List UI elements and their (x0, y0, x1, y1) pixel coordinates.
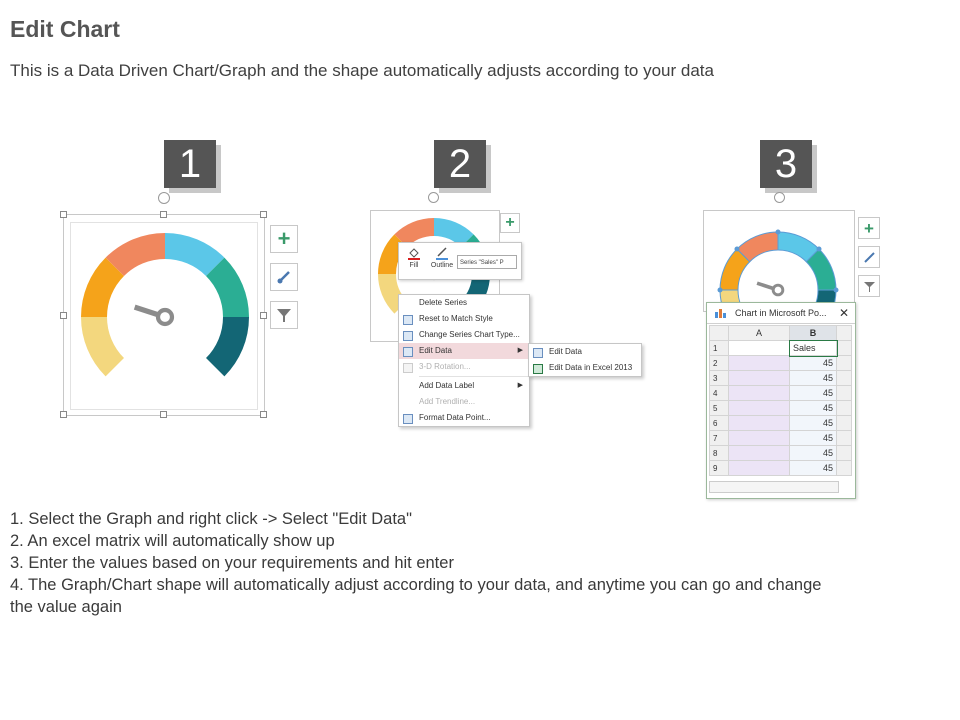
context-menu (398, 294, 530, 427)
selection-point[interactable] (817, 246, 822, 251)
table-row (710, 341, 852, 356)
menu-item-add-trendline: Add Trendline... (419, 397, 476, 406)
column-header[interactable]: B (790, 326, 837, 341)
gauge-svg (70, 222, 260, 412)
row-number[interactable]: 3 (710, 371, 729, 386)
pencil-icon (435, 246, 449, 260)
edit-data-submenu (528, 343, 642, 377)
resize-handle[interactable] (60, 211, 67, 218)
row-number[interactable]: 4 (710, 386, 729, 401)
resize-handle[interactable] (160, 411, 167, 418)
submenu-item-edit-in-excel[interactable]: Edit Data in Excel 2013 (529, 360, 641, 376)
scrollbar-track[interactable] (837, 356, 852, 371)
step-badge-2: 2 (434, 140, 486, 188)
mini-toolbar (398, 242, 522, 280)
chart-styles-button[interactable] (270, 263, 298, 291)
cell-a[interactable] (729, 461, 790, 476)
step-badge-3: 3 (760, 140, 812, 188)
cell-b[interactable]: 45 (790, 416, 837, 431)
chart-filters-button[interactable] (858, 275, 880, 297)
instruction-line: 1. Select the Graph and right click -> Select "Edit Data" (10, 510, 412, 528)
column-header[interactable]: A (729, 326, 790, 341)
rotate-handle-icon[interactable] (428, 192, 439, 203)
filter-icon (276, 307, 292, 323)
submenu-arrow-icon: ▶ (517, 347, 523, 354)
chart-elements-button[interactable] (500, 213, 520, 233)
excel-title-bar (707, 303, 855, 324)
row-number[interactable]: 7 (710, 431, 729, 446)
table-row (710, 371, 852, 386)
table-row (710, 446, 852, 461)
table-row (710, 356, 852, 371)
chart-filters-button[interactable] (270, 301, 298, 329)
outline-button[interactable] (429, 246, 455, 269)
row-number[interactable]: 2 (710, 356, 729, 371)
selection-point[interactable] (776, 230, 781, 235)
chart-styles-button[interactable] (858, 246, 880, 268)
resize-handle[interactable] (260, 411, 267, 418)
scrollbar-track[interactable] (837, 401, 852, 416)
menu-item-change-chart-type[interactable]: Change Series Chart Type... (399, 327, 529, 343)
menu-item-delete-series[interactable]: Delete Series (419, 298, 468, 307)
gauge-segment[interactable] (81, 317, 124, 376)
paint-bucket-icon (407, 246, 421, 260)
table-row (710, 386, 852, 401)
corner-cell (710, 326, 729, 341)
close-icon[interactable]: ✕ (838, 306, 849, 320)
fill-label: Fill (409, 262, 419, 269)
resize-handle[interactable] (60, 411, 67, 418)
cell-b[interactable]: 45 (790, 401, 837, 416)
resize-handle[interactable] (60, 312, 67, 319)
cell-a[interactable] (729, 431, 790, 446)
reset-icon (403, 315, 413, 325)
rotate-handle-icon[interactable] (774, 192, 785, 203)
row-number[interactable]: 1 (710, 341, 729, 356)
instruction-line: the value again (10, 598, 122, 616)
instruction-line: 3. Enter the values based on your requirements and hit enter (10, 554, 454, 572)
format-icon (403, 414, 413, 424)
menu-item-edit-data[interactable]: Edit Data ▶ (399, 343, 529, 359)
excel-title: Chart in Microsoft Po... (735, 308, 827, 318)
plus-icon: + (505, 214, 515, 231)
gauge-hub (158, 310, 172, 324)
menu-item-3d-rotation: 3-D Rotation... (399, 359, 529, 375)
chart-elements-button[interactable] (858, 217, 880, 239)
plus-icon: + (864, 218, 874, 238)
outline-label: Outline (430, 262, 454, 269)
rotate-handle-icon[interactable] (158, 192, 170, 204)
edit-data-icon (403, 347, 413, 357)
table-row (710, 401, 852, 416)
excel-window (706, 302, 856, 499)
page-title: Edit Chart (10, 16, 120, 42)
scrollbar-track[interactable] (837, 446, 852, 461)
submenu-item-edit-data[interactable]: Edit Data (529, 344, 641, 360)
page-subtitle: This is a Data Driven Chart/Graph and the shape automatically adjusts according to your data (10, 61, 714, 80)
chart-icon (715, 308, 727, 318)
scrollbar-track[interactable] (837, 431, 852, 446)
excel-icon (533, 364, 543, 374)
scrollbar-track[interactable] (837, 416, 852, 431)
chart-type-icon (403, 331, 413, 341)
instruction-line: 2. An excel matrix will automatically show up (10, 532, 335, 550)
resize-handle[interactable] (160, 211, 167, 218)
fill-button[interactable] (405, 246, 423, 269)
cell-b[interactable]: 45 (790, 446, 837, 461)
scrollbar-track[interactable] (837, 341, 852, 356)
chart-elements-button[interactable] (270, 225, 298, 253)
cell-a[interactable] (729, 386, 790, 401)
step-badge-1: 1 (164, 140, 216, 188)
row-number[interactable]: 6 (710, 416, 729, 431)
plus-icon: + (277, 226, 291, 251)
filter-icon (863, 280, 876, 293)
instruction-line: 4. The Graph/Chart shape will automatically adjust according to your data, and anytime you can go and change (10, 576, 822, 594)
horizontal-scrollbar[interactable] (709, 481, 839, 493)
cell-a[interactable] (729, 446, 790, 461)
scrollbar-track[interactable] (837, 461, 852, 476)
scrollbar-track[interactable] (837, 371, 852, 386)
table-row (710, 431, 852, 446)
cell-a[interactable] (729, 341, 790, 356)
resize-handle[interactable] (260, 211, 267, 218)
cell-b[interactable]: 45 (790, 461, 837, 476)
selection-point[interactable] (718, 288, 723, 293)
scrollbar-track[interactable] (837, 326, 852, 341)
gauge-hub (773, 285, 783, 295)
series-select[interactable]: Series "Sales" P (457, 255, 517, 269)
menu-item-reset-style[interactable]: Reset to Match Style (399, 311, 529, 327)
brush-icon (276, 269, 292, 285)
excel-grid (709, 325, 852, 476)
table-icon (533, 348, 543, 358)
cell-a[interactable] (729, 401, 790, 416)
menu-item-add-data-label[interactable]: Add Data Label ▶ (399, 378, 529, 394)
cell-a[interactable] (729, 371, 790, 386)
rotation-icon (403, 363, 413, 373)
scrollbar-track[interactable] (837, 386, 852, 401)
selection-point[interactable] (834, 288, 839, 293)
selection-point[interactable] (734, 246, 739, 251)
cell-b[interactable]: 45 (790, 371, 837, 386)
row-number[interactable]: 9 (710, 461, 729, 476)
cell-b[interactable]: 45 (790, 431, 837, 446)
brush-icon (863, 251, 876, 264)
submenu-arrow-icon: ▶ (517, 382, 523, 389)
row-number[interactable]: 5 (710, 401, 729, 416)
table-row (710, 461, 852, 476)
row-number[interactable]: 8 (710, 446, 729, 461)
cell-b[interactable]: 45 (790, 386, 837, 401)
gauge-segment[interactable] (206, 317, 249, 376)
menu-separator (419, 376, 529, 377)
resize-handle[interactable] (260, 312, 267, 319)
cell-a[interactable] (729, 356, 790, 371)
cell-b[interactable]: 45 (790, 356, 837, 371)
table-row (710, 416, 852, 431)
cell-b[interactable]: Sales (790, 341, 837, 356)
menu-item-format-data-point[interactable]: Format Data Point... (399, 410, 529, 426)
cell-a[interactable] (729, 416, 790, 431)
